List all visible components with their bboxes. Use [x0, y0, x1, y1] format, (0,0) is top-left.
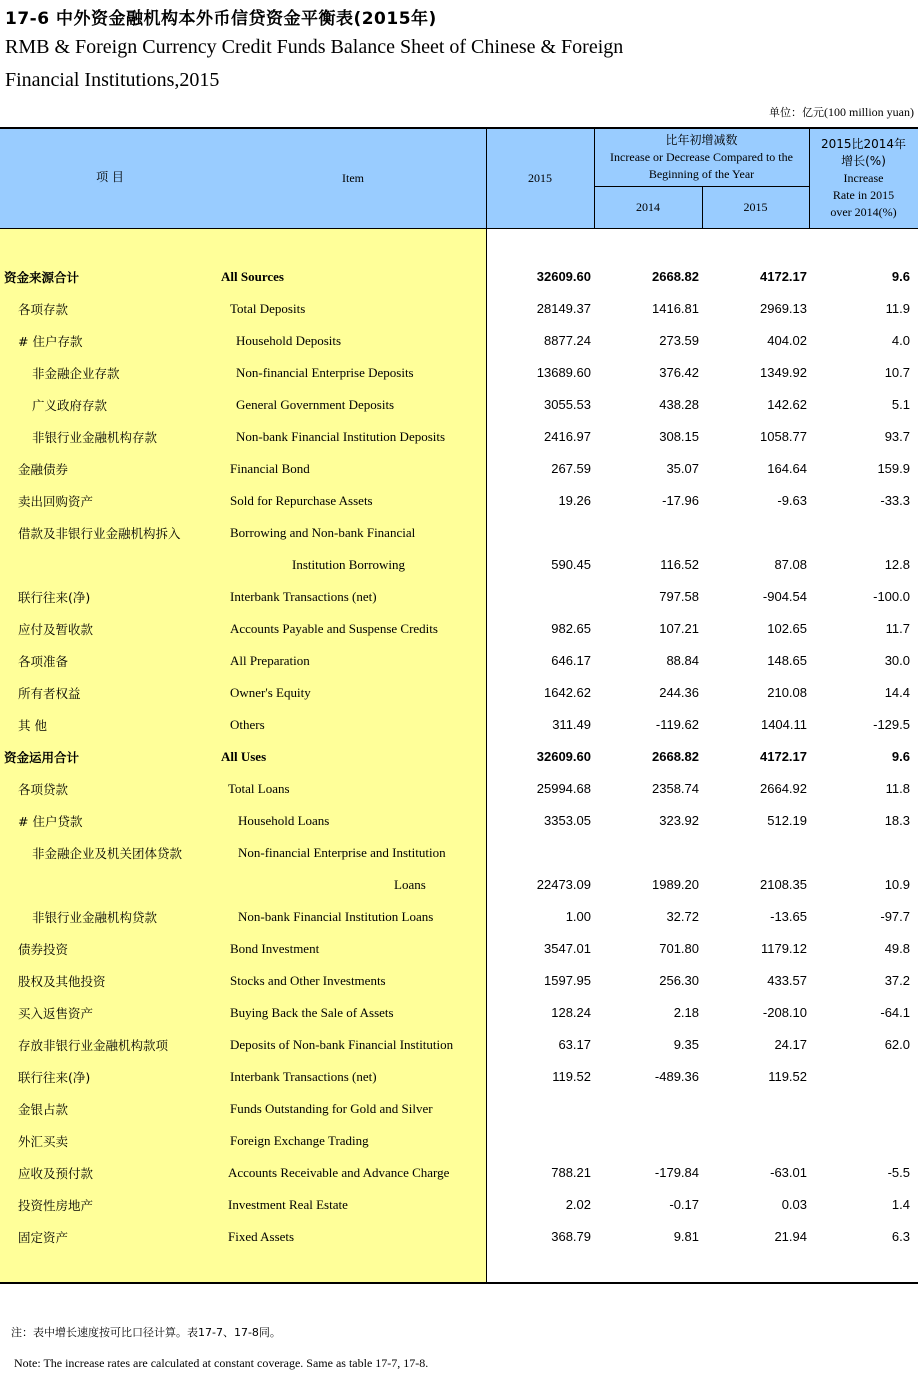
- value-2015: 3055.53: [544, 397, 591, 412]
- increase-2015: 210.08: [767, 685, 807, 700]
- item-label-en: Bond Investment: [230, 941, 320, 956]
- growth-rate: 1.4: [891, 1197, 910, 1212]
- increase-2014: -119.62: [655, 717, 699, 732]
- item-label-en: Non-financial Enterprise Deposits: [236, 365, 414, 380]
- item-label-en: Others: [230, 717, 265, 732]
- value-2015: 32609.60: [536, 269, 591, 284]
- header-increase-cn: 比年初增减数: [665, 133, 738, 147]
- increase-2015: 1058.77: [760, 429, 807, 444]
- increase-2015: 1179.12: [760, 941, 807, 956]
- value-2015: 22473.09: [536, 877, 591, 892]
- growth-rate: -97.7: [880, 909, 910, 924]
- note-en: Note: The increase rates are calculated at constant coverage. Same as table 17-7, 17-8.: [14, 1356, 429, 1370]
- item-label-cn: 联行往来(净): [18, 590, 91, 605]
- increase-2014: 701.80: [659, 941, 699, 956]
- increase-2014: -179.84: [654, 1165, 699, 1180]
- value-2015: 63.17: [558, 1037, 591, 1052]
- item-label-cn: 买入返售资产: [18, 1006, 94, 1021]
- increase-2015: 87.08: [774, 557, 807, 572]
- item-label-cn: 债券投资: [18, 942, 69, 957]
- header-sub-2014: 2014: [636, 200, 660, 214]
- item-label-en: Accounts Receivable and Advance Charge: [228, 1165, 450, 1180]
- table-row: [0, 1093, 918, 1125]
- value-2015: 28149.37: [536, 301, 591, 316]
- value-2015: 982.65: [551, 621, 591, 636]
- growth-rate: 30.0: [884, 653, 910, 668]
- item-label-cn: 各项准备: [18, 654, 69, 669]
- table-row: [0, 517, 918, 549]
- increase-2015: 0.03: [781, 1197, 807, 1212]
- item-label-cn: 资金来源合计: [4, 270, 80, 285]
- increase-2015: 142.62: [767, 397, 807, 412]
- table-row: [0, 901, 918, 933]
- increase-2015: 102.65: [767, 621, 807, 636]
- item-label-en: General Government Deposits: [236, 397, 395, 412]
- item-label-en: Total Deposits: [230, 301, 306, 316]
- increase-2014: 376.42: [659, 365, 699, 380]
- item-label-en: Funds Outstanding for Gold and Silver: [230, 1101, 433, 1116]
- increase-2015: 24.17: [774, 1037, 807, 1052]
- item-label-cn: 联行往来(净): [18, 1070, 91, 1085]
- increase-2015: 2969.13: [760, 301, 807, 316]
- increase-2015: 4172.17: [760, 749, 807, 764]
- table-title-en-line1: RMB & Foreign Currency Credit Funds Balance Sheet of Chinese & Foreign: [5, 36, 624, 58]
- item-label-en: All Preparation: [230, 653, 310, 668]
- growth-rate: 12.8: [884, 557, 910, 572]
- item-label-cn: 投资性房地产: [18, 1198, 94, 1213]
- item-label-en: Foreign Exchange Trading: [230, 1133, 369, 1148]
- value-2015: 2416.97: [544, 429, 591, 444]
- table-row: [0, 1125, 918, 1157]
- value-2015: 3353.05: [544, 813, 591, 828]
- table-row: [0, 1029, 918, 1061]
- table-title-cn: 17-6 中外资金融机构本外币信贷资金平衡表(2015年): [5, 9, 437, 29]
- increase-2014: 88.84: [666, 653, 699, 668]
- growth-rate: 5.1: [891, 397, 910, 412]
- growth-rate: -100.0: [873, 589, 910, 604]
- table-row: [0, 997, 918, 1029]
- growth-rate: 49.8: [884, 941, 910, 956]
- growth-rate: 11.7: [885, 621, 910, 636]
- table-row: [0, 773, 918, 805]
- header-2015: 2015: [528, 171, 552, 185]
- item-label-en: Deposits of Non-bank Financial Institution: [230, 1037, 454, 1052]
- increase-2015: -13.65: [770, 909, 807, 924]
- growth-rate: 159.9: [877, 461, 910, 476]
- table-row: [0, 453, 918, 485]
- item-label-en: Fixed Assets: [228, 1229, 295, 1244]
- table-row: [0, 933, 918, 965]
- growth-rate: 10.7: [884, 365, 910, 380]
- growth-rate: -5.5: [887, 1165, 910, 1180]
- value-2015: 19.26: [558, 493, 591, 508]
- increase-2014: -0.17: [669, 1197, 699, 1212]
- increase-2015: 21.94: [774, 1229, 807, 1244]
- item-label-en: Non-bank Financial Institution Loans: [238, 909, 434, 924]
- item-label-cn: 应付及暂收款: [18, 622, 94, 637]
- growth-rate: 18.3: [884, 813, 910, 828]
- header-item-en: Item: [342, 171, 364, 185]
- table-row: [0, 293, 918, 325]
- increase-2015: 4172.17: [760, 269, 807, 284]
- increase-2014: 438.28: [659, 397, 699, 412]
- table-row: [0, 965, 918, 997]
- item-label-cn: 非金融企业及机关团体贷款: [32, 846, 183, 861]
- increase-2015: 2664.92: [760, 781, 807, 796]
- item-label-en: Investment Real Estate: [228, 1197, 348, 1212]
- unit-cn: 单位：亿元: [769, 106, 824, 119]
- value-2015: 311.49: [552, 717, 591, 732]
- item-label-en: Accounts Payable and Suspense Credits: [230, 621, 438, 636]
- item-label-en: Stocks and Other Investments: [230, 973, 386, 988]
- item-label-en: Total Loans: [228, 781, 290, 796]
- item-label-cn: 非金融企业存款: [32, 366, 120, 381]
- table-row: [0, 709, 918, 741]
- header-rate-cn-2: 增长(%): [841, 154, 886, 168]
- header-item-cn: 项 目: [96, 170, 124, 184]
- header-col-line-2: [702, 186, 703, 229]
- increase-2015: -904.54: [762, 589, 807, 604]
- table-row: [0, 1189, 918, 1221]
- increase-2015: 164.64: [767, 461, 807, 476]
- increase-2014: 2.18: [673, 1005, 699, 1020]
- table-row: [0, 1221, 918, 1253]
- item-label-en: Interbank Transactions (net): [230, 589, 377, 604]
- value-2015: 267.59: [551, 461, 591, 476]
- table-row: [0, 645, 918, 677]
- growth-rate: 37.2: [884, 973, 910, 988]
- item-label-cn: 股权及其他投资: [18, 974, 106, 989]
- header-rate-en-1: Increase: [843, 171, 884, 185]
- increase-2014: 323.92: [659, 813, 699, 828]
- header-rate-en-3: over 2014(%): [830, 205, 897, 219]
- table-row: [0, 485, 918, 517]
- item-label-cn: 非银行业金融机构贷款: [32, 910, 158, 925]
- header-rate-en-2: Rate in 2015: [832, 188, 895, 202]
- increase-2015: -9.63: [777, 493, 807, 508]
- growth-rate: 93.7: [884, 429, 910, 444]
- growth-rate: 9.6: [891, 269, 910, 284]
- growth-rate: 11.8: [885, 781, 910, 796]
- table-row: [0, 837, 918, 869]
- increase-2015: 404.02: [767, 333, 807, 348]
- increase-2014: 1989.20: [652, 877, 699, 892]
- item-label-en: Interbank Transactions (net): [230, 1069, 377, 1084]
- increase-2014: 9.81: [673, 1229, 699, 1244]
- item-label-cn: 所有者权益: [18, 686, 81, 701]
- table-row: [0, 549, 918, 581]
- item-label-en: Loans: [394, 877, 426, 892]
- table-row: [0, 357, 918, 389]
- item-label-cn: 固定资产: [18, 1230, 69, 1245]
- table-row: [0, 1157, 918, 1189]
- item-label-cn: 存放非银行业金融机构款项: [18, 1038, 169, 1053]
- value-2015: 8877.24: [544, 333, 591, 348]
- growth-rate: 11.9: [885, 301, 910, 316]
- increase-2014: 2358.74: [652, 781, 699, 796]
- header-col-line-3: [809, 129, 810, 229]
- growth-rate: -64.1: [880, 1005, 910, 1020]
- unit-label: [769, 104, 914, 120]
- increase-2014: 116.52: [660, 557, 699, 572]
- increase-2015: -208.10: [762, 1005, 807, 1020]
- table-row: [0, 677, 918, 709]
- growth-rate: -129.5: [873, 717, 910, 732]
- item-label-en: Financial Bond: [230, 461, 310, 476]
- item-label-cn: 各项贷款: [18, 782, 69, 797]
- increase-2015: 1404.11: [760, 717, 807, 732]
- increase-2014: 9.35: [673, 1037, 699, 1052]
- item-label-en: Institution Borrowing: [292, 557, 406, 572]
- increase-2015: -63.01: [770, 1165, 807, 1180]
- increase-2014: 797.58: [659, 589, 699, 604]
- increase-2015: 1349.92: [760, 365, 807, 380]
- value-2015: 13689.60: [536, 365, 591, 380]
- header-rate-cn-1: 2015比2014年: [820, 137, 907, 151]
- item-label-en: All Sources: [221, 269, 284, 284]
- increase-2014: 256.30: [659, 973, 699, 988]
- item-label-cn: 金融债券: [18, 462, 69, 477]
- table-row: [0, 613, 918, 645]
- value-2015: 32609.60: [536, 749, 591, 764]
- header-col-line-1: [594, 129, 595, 229]
- growth-rate: 9.6: [891, 749, 910, 764]
- table-row: [0, 325, 918, 357]
- increase-2014: 32.72: [666, 909, 699, 924]
- item-label-cn: 广义政府存款: [32, 398, 108, 413]
- table-row: [0, 581, 918, 613]
- item-label-en: Non-bank Financial Institution Deposits: [236, 429, 446, 444]
- table-row: [0, 389, 918, 421]
- table-row: [0, 805, 918, 837]
- item-label-en: All Uses: [221, 749, 267, 764]
- increase-2014: 1416.81: [652, 301, 699, 316]
- value-2015: 788.21: [551, 1165, 591, 1180]
- increase-2014: 308.15: [659, 429, 699, 444]
- value-2015: 590.45: [551, 557, 591, 572]
- value-2015: 25994.68: [536, 781, 591, 796]
- table-row: [0, 1061, 918, 1093]
- item-label-cn: 应收及预付款: [18, 1166, 94, 1181]
- growth-rate: -33.3: [880, 493, 910, 508]
- value-2015: 1642.62: [544, 685, 591, 700]
- value-2015: 1.00: [565, 909, 591, 924]
- item-label-cn: 其 他: [18, 718, 47, 733]
- item-label-cn: 资金运用合计: [4, 750, 80, 765]
- item-label-cn: 外汇买卖: [18, 1134, 69, 1149]
- header-increase-en-2: Beginning of the Year: [648, 167, 755, 181]
- value-2015: 3547.01: [544, 941, 591, 956]
- increase-2014: -17.96: [662, 493, 699, 508]
- unit-en: (100 million yuan): [824, 105, 914, 119]
- growth-rate: 10.9: [884, 877, 910, 892]
- item-label-cn: 各项存款: [18, 302, 69, 317]
- item-label-cn: # 住户贷款: [18, 814, 83, 829]
- item-label-en: Sold for Repurchase Assets: [230, 493, 373, 508]
- increase-2015: 2108.35: [760, 877, 807, 892]
- value-2015: 646.17: [551, 653, 591, 668]
- value-2015: 368.79: [551, 1229, 591, 1244]
- table-row: [0, 421, 918, 453]
- item-label-en: Household Deposits: [236, 333, 342, 348]
- header-increase-en-1: Increase or Decrease Compared to the: [610, 150, 793, 164]
- table-header: [0, 129, 918, 229]
- value-2015: 128.24: [551, 1005, 591, 1020]
- item-label-en: Owner's Equity: [230, 685, 311, 700]
- item-label-en: Borrowing and Non-bank Financial: [230, 525, 416, 540]
- growth-rate: 6.3: [891, 1229, 910, 1244]
- increase-2014: 244.36: [659, 685, 699, 700]
- item-label-cn: 借款及非银行业金融机构拆入: [18, 526, 181, 541]
- item-label-en: Household Loans: [238, 813, 330, 828]
- item-label-en: Non-financial Enterprise and Institution: [238, 845, 446, 860]
- item-label-cn: 金银占款: [18, 1102, 69, 1117]
- increase-2014: -489.36: [654, 1069, 699, 1084]
- table-row: [0, 741, 918, 773]
- item-label-en: Buying Back the Sale of Assets: [230, 1005, 394, 1020]
- increase-2015: 119.52: [768, 1069, 807, 1084]
- value-2015: 2.02: [565, 1197, 591, 1212]
- increase-2014: 107.21: [659, 621, 699, 636]
- growth-rate: 62.0: [884, 1037, 910, 1052]
- item-label-cn: # 住户存款: [18, 334, 83, 349]
- increase-2014: 2668.82: [652, 749, 699, 764]
- item-label-cn: 卖出回购资产: [18, 494, 94, 509]
- increase-2014: 2668.82: [652, 269, 699, 284]
- item-label-cn: 非银行业金融机构存款: [32, 430, 158, 445]
- value-2015: 1597.95: [544, 973, 591, 988]
- increase-2015: 148.65: [767, 653, 807, 668]
- increase-2014: 273.59: [659, 333, 699, 348]
- increase-2015: 433.57: [767, 973, 807, 988]
- growth-rate: 14.4: [884, 685, 910, 700]
- table-title-en-line2: Financial Institutions,2015: [5, 69, 220, 91]
- increase-2014: 35.07: [666, 461, 699, 476]
- table-row: [0, 261, 918, 293]
- header-sub-2015: 2015: [743, 200, 768, 214]
- value-2015: 119.52: [552, 1069, 591, 1084]
- balance-sheet-table: [0, 127, 918, 1284]
- increase-2015: 512.19: [767, 813, 807, 828]
- growth-rate: 4.0: [891, 333, 910, 348]
- table-row: [0, 869, 918, 901]
- note-cn: 注：表中增长速度按可比口径计算。表17-7、17-8同。: [11, 1326, 281, 1339]
